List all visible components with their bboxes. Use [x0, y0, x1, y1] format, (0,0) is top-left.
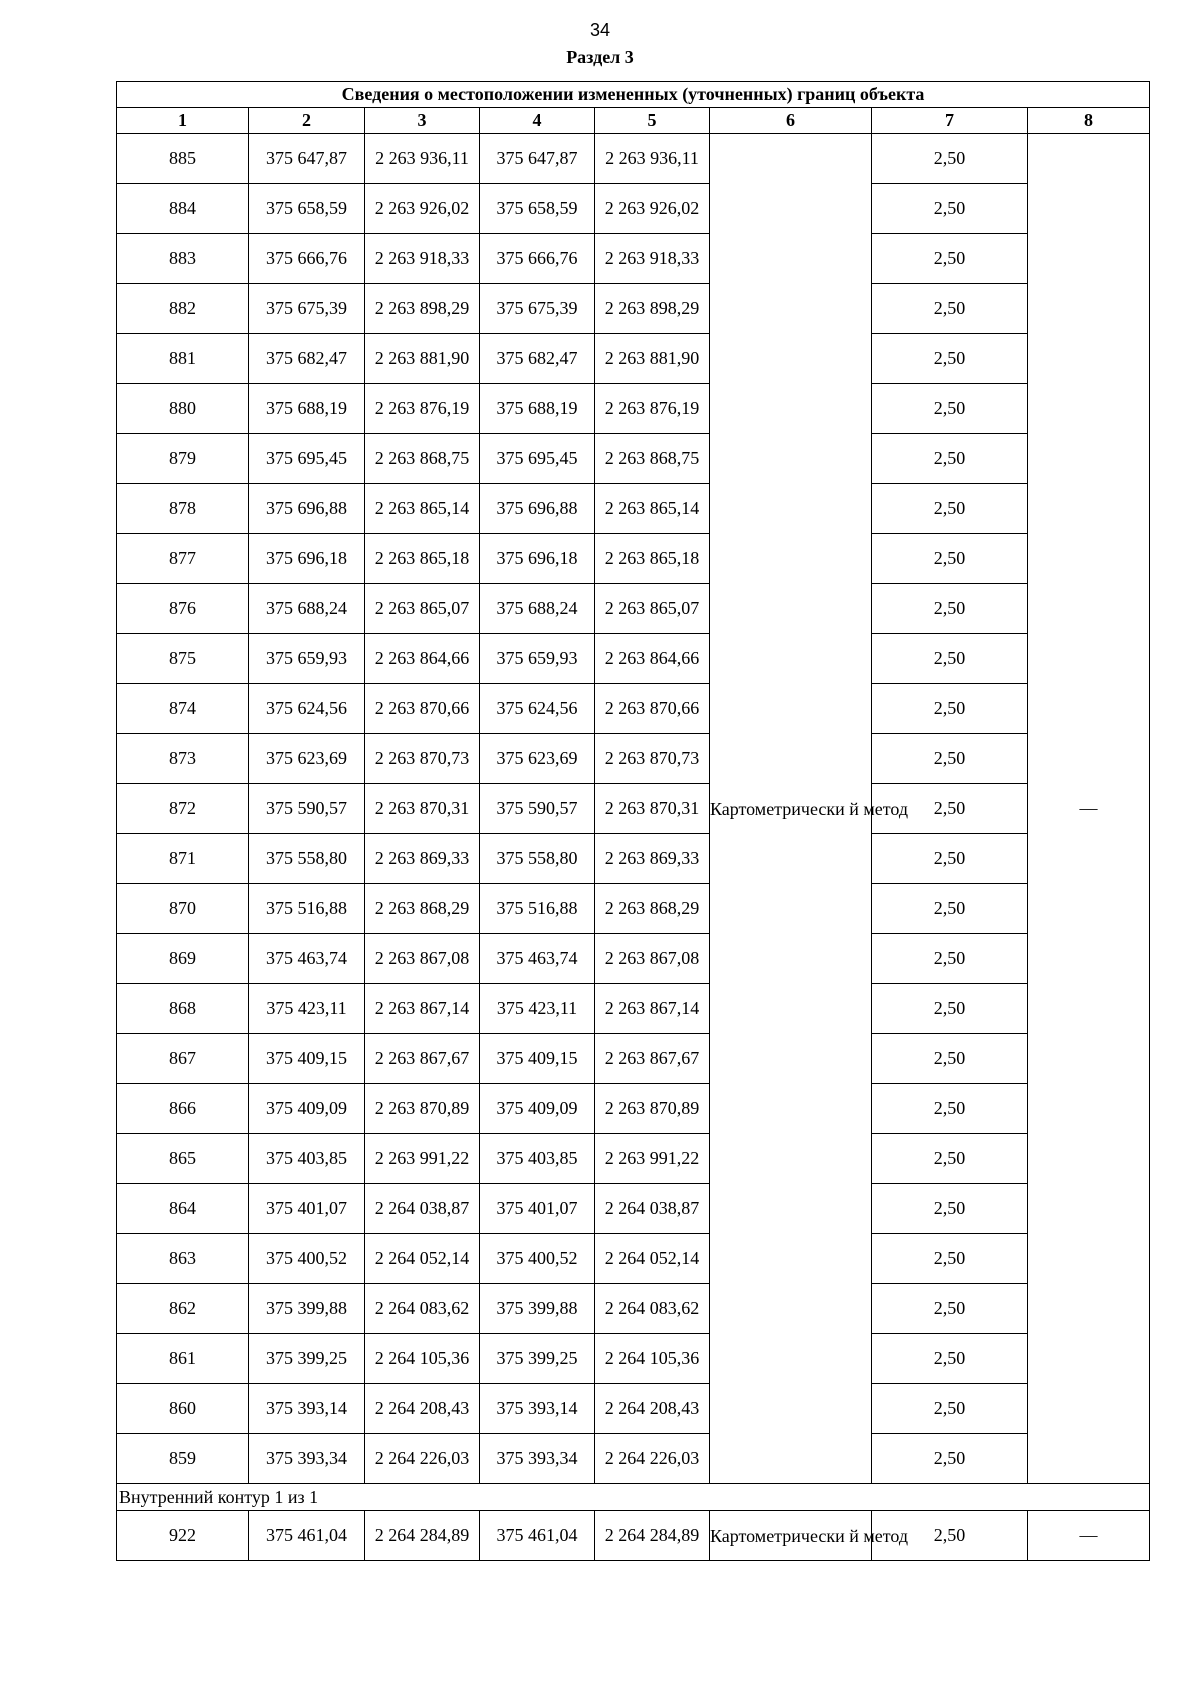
- section-title: Раздел 3: [566, 47, 634, 67]
- method-cell: Картометрически й метод: [710, 1511, 872, 1561]
- table-cell: 375 463,74: [249, 934, 365, 984]
- table-cell: 375 659,93: [249, 634, 365, 684]
- table-cell: 375 682,47: [480, 334, 595, 384]
- table-cell: 863: [117, 1234, 249, 1284]
- table-cell: 873: [117, 734, 249, 784]
- table-cell: 2 263 869,33: [595, 834, 710, 884]
- table-cell: 2 264 226,03: [365, 1434, 480, 1484]
- table-row: [117, 784, 1150, 834]
- table-cell: 864: [117, 1184, 249, 1234]
- table-cell: 877: [117, 534, 249, 584]
- accuracy-cell: 2,50: [872, 184, 1028, 234]
- table-cell: 861: [117, 1334, 249, 1384]
- table-cell: 375 688,24: [480, 584, 595, 634]
- accuracy-cell: 2,50: [872, 134, 1028, 184]
- column-header: 2: [249, 108, 365, 134]
- accuracy-cell: 2,50: [872, 1434, 1028, 1484]
- table-cell: 375 688,19: [249, 384, 365, 434]
- table-cell: 375 624,56: [249, 684, 365, 734]
- table-cell: 2 263 865,07: [365, 584, 480, 634]
- accuracy-cell: 2,50: [872, 1384, 1028, 1434]
- table-cell: 375 403,85: [249, 1134, 365, 1184]
- dash-cell: —: [1028, 1511, 1150, 1561]
- table-cell: 2 263 918,33: [595, 234, 710, 284]
- table-cell: 2 263 870,66: [365, 684, 480, 734]
- accuracy-cell: 2,50: [872, 1034, 1028, 1084]
- table-cell: 867: [117, 1034, 249, 1084]
- table-cell: 375 461,04: [480, 1511, 595, 1561]
- table-row: [117, 1384, 1150, 1434]
- table-row: [117, 584, 1150, 634]
- table-cell: 2 263 898,29: [365, 284, 480, 334]
- accuracy-cell: 2,50: [872, 634, 1028, 684]
- table-row: [117, 334, 1150, 384]
- table-cell: 375 399,25: [249, 1334, 365, 1384]
- table-cell: 2 263 865,18: [365, 534, 480, 584]
- table-cell: 862: [117, 1284, 249, 1334]
- accuracy-cell: 2,50: [872, 684, 1028, 734]
- table-cell: 2 263 926,02: [365, 184, 480, 234]
- table-cell: 375 624,56: [480, 684, 595, 734]
- table-cell: 2 263 870,89: [595, 1084, 710, 1134]
- accuracy-cell: 2,50: [872, 884, 1028, 934]
- table-row: [117, 1134, 1150, 1184]
- table-cell: 375 675,39: [249, 284, 365, 334]
- table-body: [117, 134, 1150, 1561]
- table-row: [117, 734, 1150, 784]
- accuracy-cell: 2,50: [872, 284, 1028, 334]
- method-cell: Картометрически й метод: [710, 134, 872, 1484]
- table-cell: 375 696,88: [249, 484, 365, 534]
- table-cell: 375 696,18: [480, 534, 595, 584]
- table-cell: 869: [117, 934, 249, 984]
- table-cell: 375 409,09: [249, 1084, 365, 1134]
- table-cell: 375 682,47: [249, 334, 365, 384]
- table-cell: 375 590,57: [249, 784, 365, 834]
- table-cell: 375 516,88: [249, 884, 365, 934]
- table-cell: 2 263 865,18: [595, 534, 710, 584]
- table-cell: 2 264 052,14: [595, 1234, 710, 1284]
- table-row: [117, 384, 1150, 434]
- table-row: [117, 834, 1150, 884]
- boundary-table: [116, 81, 1150, 1561]
- table-cell: 375 666,76: [480, 234, 595, 284]
- table-cell: 375 695,45: [480, 434, 595, 484]
- page-number: 34: [589, 20, 611, 40]
- table-cell: 874: [117, 684, 249, 734]
- accuracy-cell: 2,50: [872, 834, 1028, 884]
- table-cell: 2 263 867,08: [365, 934, 480, 984]
- table-cell: 2 264 208,43: [595, 1384, 710, 1434]
- table-cell: 375 401,07: [480, 1184, 595, 1234]
- table-cell: 882: [117, 284, 249, 334]
- table-cell: 375 409,15: [480, 1034, 595, 1084]
- table-cell: 375 409,09: [480, 1084, 595, 1134]
- table-cell: 866: [117, 1084, 249, 1134]
- inner-contour-row: [117, 1484, 1150, 1511]
- table-cell: 878: [117, 484, 249, 534]
- table-cell: 375 647,87: [480, 134, 595, 184]
- table-cell: 2 263 870,73: [595, 734, 710, 784]
- table-cell: 2 264 038,87: [365, 1184, 480, 1234]
- dash-cell: —: [1028, 134, 1150, 1484]
- table-cell: 2 263 898,29: [595, 284, 710, 334]
- table-cell: 2 263 868,29: [365, 884, 480, 934]
- table-row: [117, 284, 1150, 334]
- table-cell: 375 516,88: [480, 884, 595, 934]
- accuracy-cell: 2,50: [872, 1084, 1028, 1134]
- table-cell: 2 264 208,43: [365, 1384, 480, 1434]
- accuracy-cell: 2,50: [872, 434, 1028, 484]
- table-cell: 375 461,04: [249, 1511, 365, 1561]
- accuracy-cell: 2,50: [872, 934, 1028, 984]
- table-cell: 375 463,74: [480, 934, 595, 984]
- table-cell: 375 658,59: [249, 184, 365, 234]
- table-cell: 884: [117, 184, 249, 234]
- table-row: [117, 1034, 1150, 1084]
- table-cell: 375 393,14: [249, 1384, 365, 1434]
- table-row: [117, 1434, 1150, 1484]
- accuracy-cell: 2,50: [872, 334, 1028, 384]
- table-cell: 375 696,88: [480, 484, 595, 534]
- table-cell: 922: [117, 1511, 249, 1561]
- table-cell: 375 658,59: [480, 184, 595, 234]
- table-row: [117, 134, 1150, 184]
- table-cell: 375 423,11: [249, 984, 365, 1034]
- table-cell: 375 623,69: [480, 734, 595, 784]
- table-cell: 375 695,45: [249, 434, 365, 484]
- accuracy-cell: 2,50: [872, 384, 1028, 434]
- table-cell: 375 558,80: [249, 834, 365, 884]
- table-cell: 375 675,39: [480, 284, 595, 334]
- table-cell: 2 263 926,02: [595, 184, 710, 234]
- table-cell: 375 393,14: [480, 1384, 595, 1434]
- table-cell: 2 263 865,07: [595, 584, 710, 634]
- table-cell: 375 400,52: [480, 1234, 595, 1284]
- table-row: [117, 484, 1150, 534]
- accuracy-cell: 2,50: [872, 1134, 1028, 1184]
- column-header: 3: [365, 108, 480, 134]
- accuracy-cell: 2,50: [872, 234, 1028, 284]
- table-cell: 2 263 936,11: [365, 134, 480, 184]
- table-cell: 883: [117, 234, 249, 284]
- table-cell: 375 688,19: [480, 384, 595, 434]
- table-cell: 2 263 867,67: [365, 1034, 480, 1084]
- table-cell: 2 264 284,89: [595, 1511, 710, 1561]
- column-header: 5: [595, 108, 710, 134]
- column-header: 6: [710, 108, 872, 134]
- table-cell: 375 590,57: [480, 784, 595, 834]
- table-cell: 2 263 870,89: [365, 1084, 480, 1134]
- table-cell: 868: [117, 984, 249, 1034]
- table-cell: 2 263 918,33: [365, 234, 480, 284]
- table-cell: 2 263 870,66: [595, 684, 710, 734]
- table-cell: 2 263 864,66: [595, 634, 710, 684]
- table-cell: 2 263 991,22: [595, 1134, 710, 1184]
- table-cell: 375 401,07: [249, 1184, 365, 1234]
- table-cell: 375 393,34: [480, 1434, 595, 1484]
- table-cell: 2 263 936,11: [595, 134, 710, 184]
- accuracy-cell: 2,50: [872, 1234, 1028, 1284]
- table-row: [117, 1184, 1150, 1234]
- accuracy-cell: 2,50: [872, 584, 1028, 634]
- table-cell: 2 264 284,89: [365, 1511, 480, 1561]
- accuracy-cell: 2,50: [872, 734, 1028, 784]
- table-cell: 375 558,80: [480, 834, 595, 884]
- table-row: [117, 684, 1150, 734]
- table-row: [117, 984, 1150, 1034]
- table-cell: 865: [117, 1134, 249, 1184]
- table-cell: 2 263 876,19: [365, 384, 480, 434]
- table-cell: 881: [117, 334, 249, 384]
- table-row: [117, 1334, 1150, 1384]
- table-cell: 2 263 867,14: [365, 984, 480, 1034]
- table-cell: 2 263 868,75: [365, 434, 480, 484]
- table-cell: 2 263 869,33: [365, 834, 480, 884]
- table-cell: 2 264 105,36: [365, 1334, 480, 1384]
- table-cell: 2 264 083,62: [365, 1284, 480, 1334]
- table-cell: 2 263 867,14: [595, 984, 710, 1034]
- table-cell: 2 263 876,19: [595, 384, 710, 434]
- column-header-row: [117, 108, 1150, 134]
- table-row: [117, 1284, 1150, 1334]
- table-cell: 2 264 226,03: [595, 1434, 710, 1484]
- table-cell: 2 263 870,31: [365, 784, 480, 834]
- table-row: [117, 934, 1150, 984]
- inner-contour-label: Внутренний контур 1 из 1: [117, 1484, 1150, 1511]
- table-cell: 2 264 105,36: [595, 1334, 710, 1384]
- table-cell: 375 393,34: [249, 1434, 365, 1484]
- table-cell: 859: [117, 1434, 249, 1484]
- table-cell: 2 263 865,14: [595, 484, 710, 534]
- column-header: 7: [872, 108, 1028, 134]
- table-cell: 879: [117, 434, 249, 484]
- table-cell: 375 400,52: [249, 1234, 365, 1284]
- table-cell: 870: [117, 884, 249, 934]
- table-row: [117, 1234, 1150, 1284]
- table-cell: 375 423,11: [480, 984, 595, 1034]
- table-cell: 375 659,93: [480, 634, 595, 684]
- table-cell: 2 264 038,87: [595, 1184, 710, 1234]
- accuracy-cell: 2,50: [872, 984, 1028, 1034]
- table-cell: 2 263 865,14: [365, 484, 480, 534]
- table-cell: 375 623,69: [249, 734, 365, 784]
- table-cell: 2 263 870,73: [365, 734, 480, 784]
- table-cell: 375 399,25: [480, 1334, 595, 1384]
- accuracy-cell: 2,50: [872, 1334, 1028, 1384]
- table-row: [117, 1511, 1150, 1561]
- table-cell: 880: [117, 384, 249, 434]
- table-cell: 875: [117, 634, 249, 684]
- table-cell: 871: [117, 834, 249, 884]
- table-cell: 375 399,88: [480, 1284, 595, 1334]
- table-cell: 375 403,85: [480, 1134, 595, 1184]
- table-cell: 885: [117, 134, 249, 184]
- table-row: [117, 434, 1150, 484]
- table-cell: 375 666,76: [249, 234, 365, 284]
- table-row: [117, 634, 1150, 684]
- column-header: 8: [1028, 108, 1150, 134]
- table-row: [117, 234, 1150, 284]
- accuracy-cell: 2,50: [872, 784, 1028, 834]
- table-row: [117, 184, 1150, 234]
- column-header: 1: [117, 108, 249, 134]
- table-cell: 2 264 083,62: [595, 1284, 710, 1334]
- table-cell: 2 263 881,90: [365, 334, 480, 384]
- table-cell: 2 263 868,75: [595, 434, 710, 484]
- table-cell: 2 263 870,31: [595, 784, 710, 834]
- table-cell: 876: [117, 584, 249, 634]
- table-cell: 872: [117, 784, 249, 834]
- table-cell: 2 263 864,66: [365, 634, 480, 684]
- accuracy-cell: 2,50: [872, 1184, 1028, 1234]
- table-cell: 375 409,15: [249, 1034, 365, 1084]
- table-cell: 2 263 867,67: [595, 1034, 710, 1084]
- table-title: Сведения о местоположении измененных (уточненных) границ объекта: [117, 82, 1150, 108]
- table-cell: 375 696,18: [249, 534, 365, 584]
- table-cell: 2 263 881,90: [595, 334, 710, 384]
- table-cell: 2 264 052,14: [365, 1234, 480, 1284]
- accuracy-cell: 2,50: [872, 1511, 1028, 1561]
- accuracy-cell: 2,50: [872, 534, 1028, 584]
- table-cell: 2 263 991,22: [365, 1134, 480, 1184]
- table-row: [117, 884, 1150, 934]
- table-cell: 2 263 867,08: [595, 934, 710, 984]
- table-cell: 860: [117, 1384, 249, 1434]
- table-cell: 375 647,87: [249, 134, 365, 184]
- table-cell: 375 688,24: [249, 584, 365, 634]
- table-cell: 375 399,88: [249, 1284, 365, 1334]
- column-header: 4: [480, 108, 595, 134]
- table-row: [117, 1084, 1150, 1134]
- accuracy-cell: 2,50: [872, 1284, 1028, 1334]
- table-cell: 2 263 868,29: [595, 884, 710, 934]
- table-row: [117, 534, 1150, 584]
- accuracy-cell: 2,50: [872, 484, 1028, 534]
